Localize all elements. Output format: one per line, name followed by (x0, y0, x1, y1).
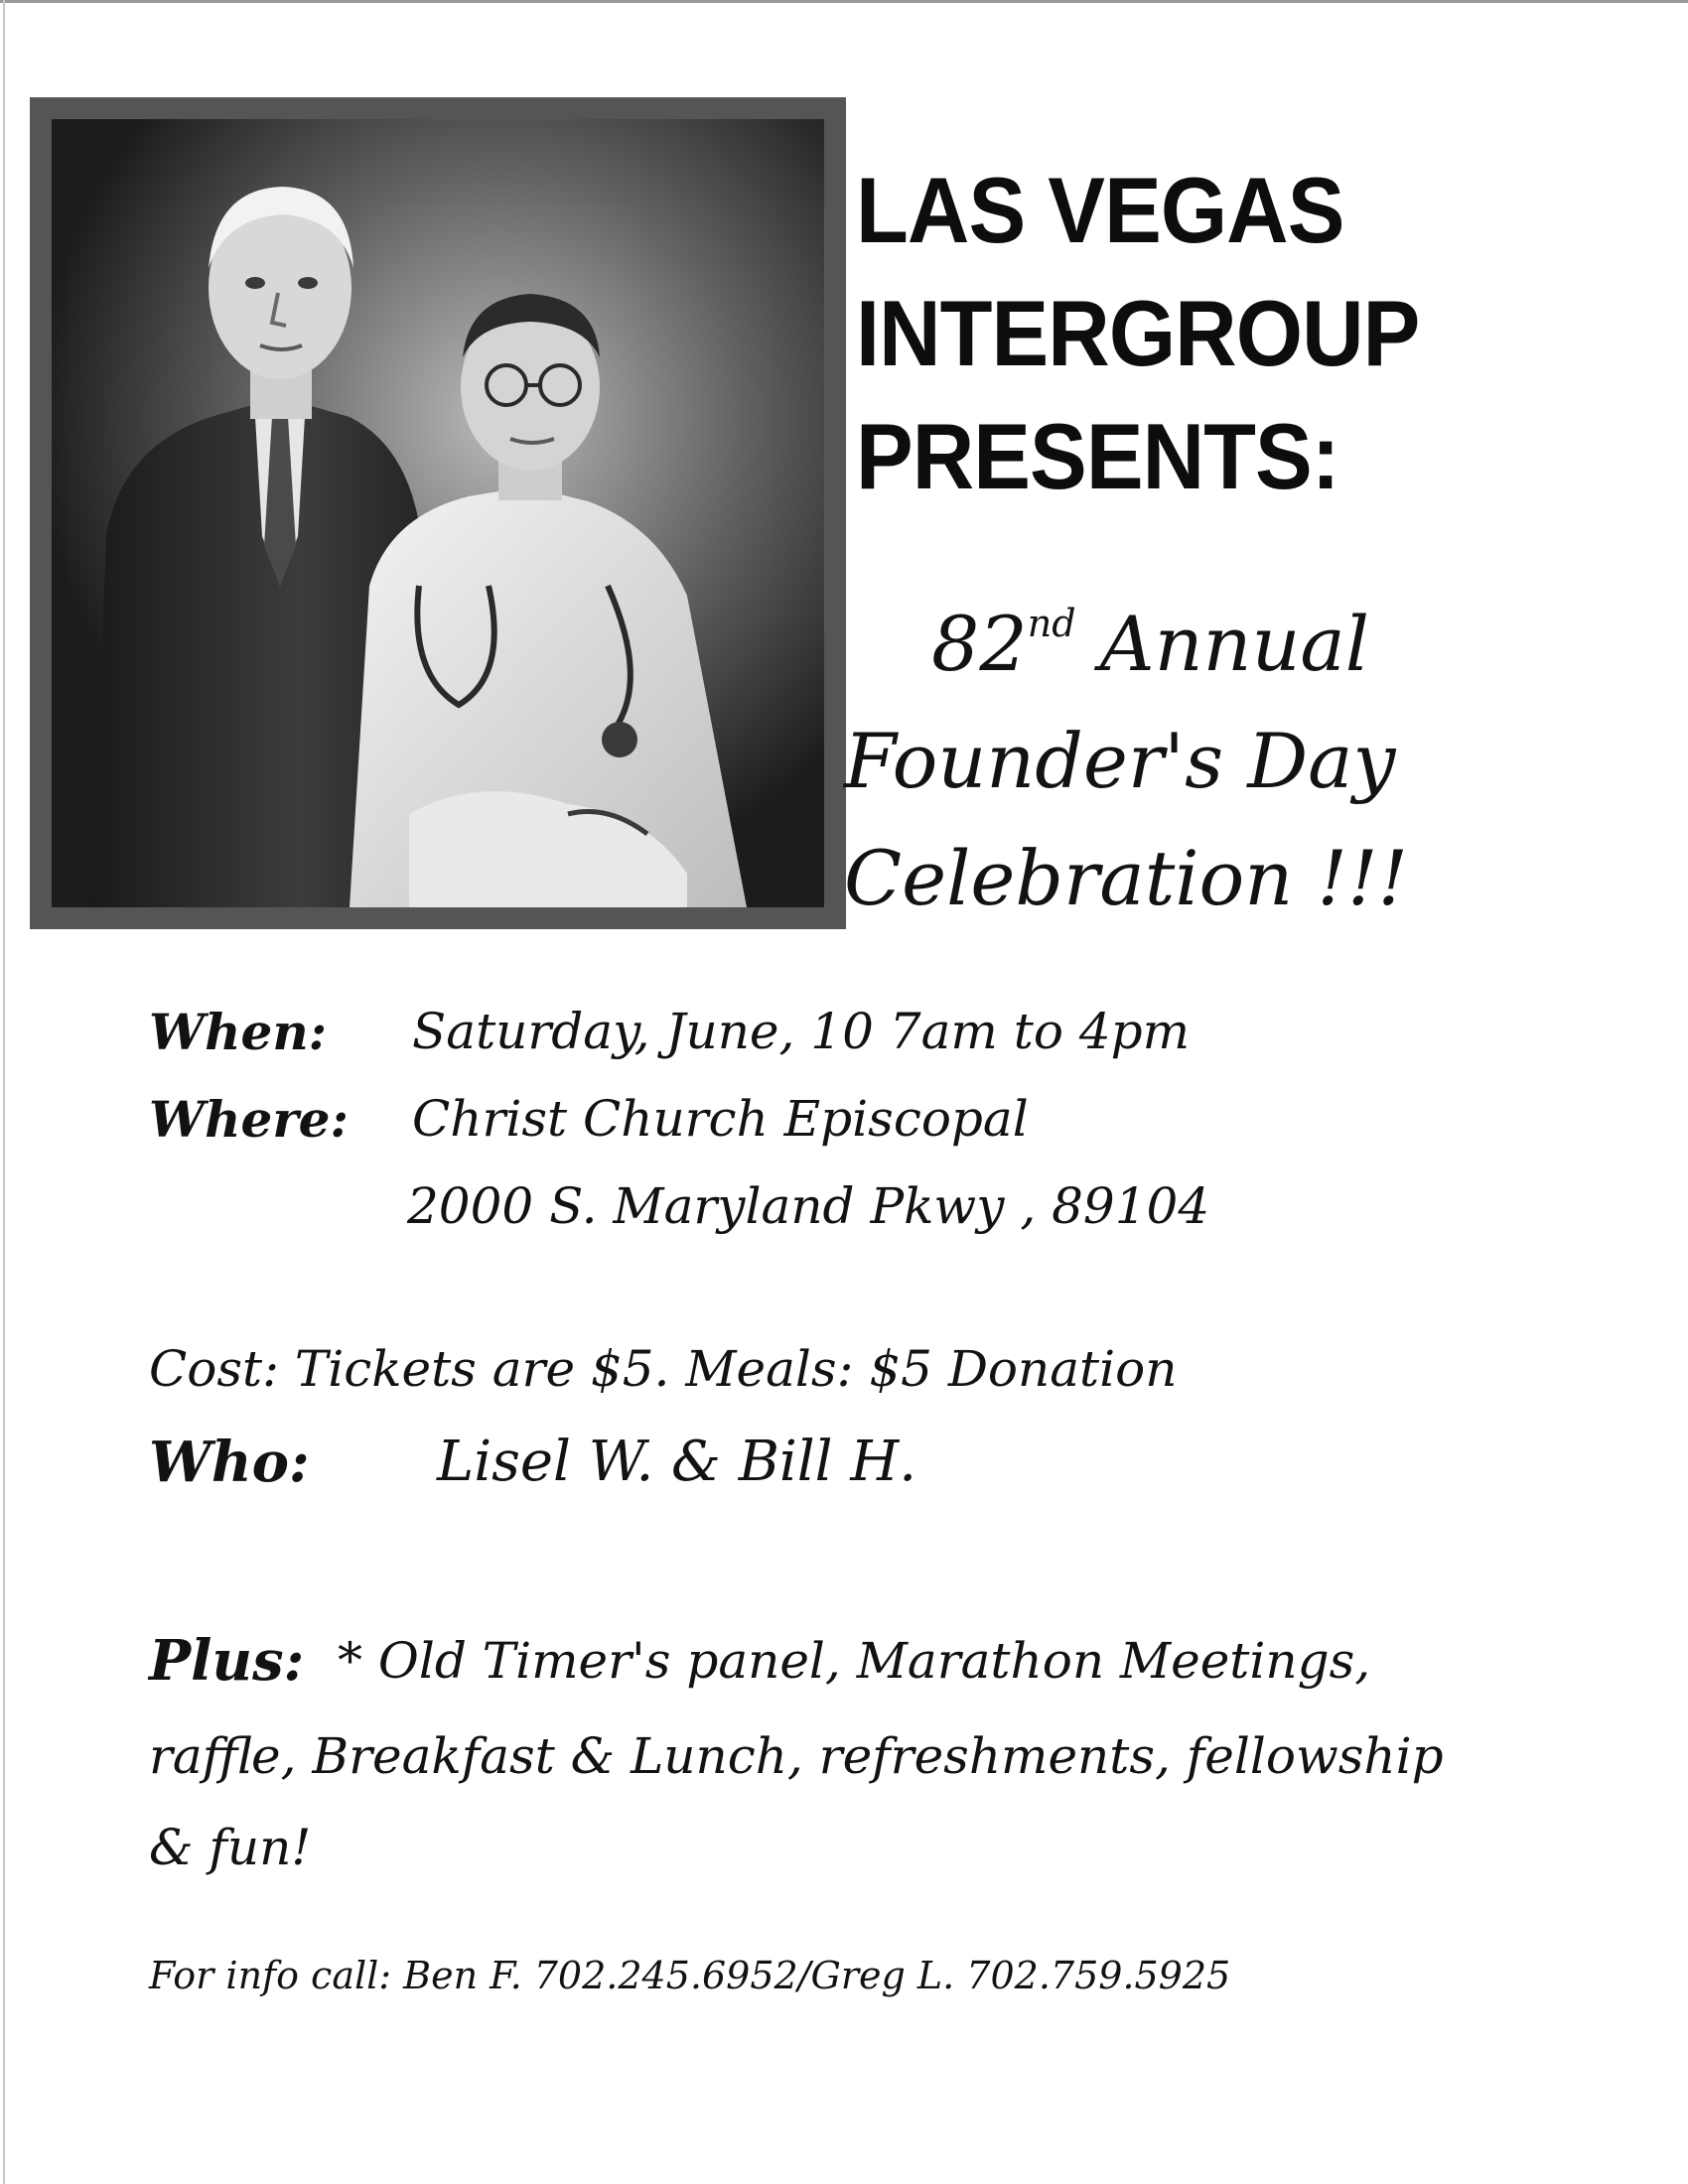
founders-portrait-frame (30, 97, 846, 929)
plus-line-1: * Old Timer's panel, Marathon Meetings, (338, 1632, 1371, 1690)
headline (856, 149, 1495, 518)
event-ordinal-number: 82 (931, 600, 1028, 688)
who-label: Who: (149, 1430, 310, 1495)
who-value: Lisel W. & Bill H. (437, 1430, 917, 1494)
event-title-line-3: Celebration !!! (844, 834, 1409, 922)
plus-label: Plus: (149, 1628, 305, 1694)
event-title-line-2: Founder's Day (844, 717, 1396, 805)
event-title (844, 586, 1618, 937)
where-label: Where: (149, 1090, 349, 1149)
event-title-annual: Annual (1075, 600, 1370, 688)
headline-line-3: PRESENTS: (856, 404, 1339, 508)
when-value: Saturday, June, 10 7am to 4pm (412, 1003, 1191, 1060)
when-label: When: (149, 1003, 328, 1061)
contact-info: For info call: Ben F. 702.245.6952/Greg L. 702.759.5925 (149, 1954, 1231, 1997)
founders-portrait-icon (52, 119, 824, 907)
headline-line-2: INTERGROUP (856, 281, 1420, 385)
plus-line-3: & fun! (149, 1819, 312, 1876)
scan-edge-top (0, 0, 1688, 3)
headline-line-1: LAS VEGAS (856, 158, 1344, 262)
scan-edge-left (3, 0, 5, 2184)
cost-text: Cost: Tickets are $5. Meals: $5 Donation (149, 1340, 1178, 1398)
event-ordinal-suffix: nd (1027, 602, 1076, 645)
event-title-line-1 (844, 586, 1618, 703)
plus-line-2: raffle, Breakfast & Lunch, refreshments, fellowship (149, 1727, 1444, 1785)
where-line-2: 2000 S. Maryland Pkwy , 89104 (407, 1177, 1210, 1235)
where-line-1: Christ Church Episcopal (412, 1090, 1029, 1148)
